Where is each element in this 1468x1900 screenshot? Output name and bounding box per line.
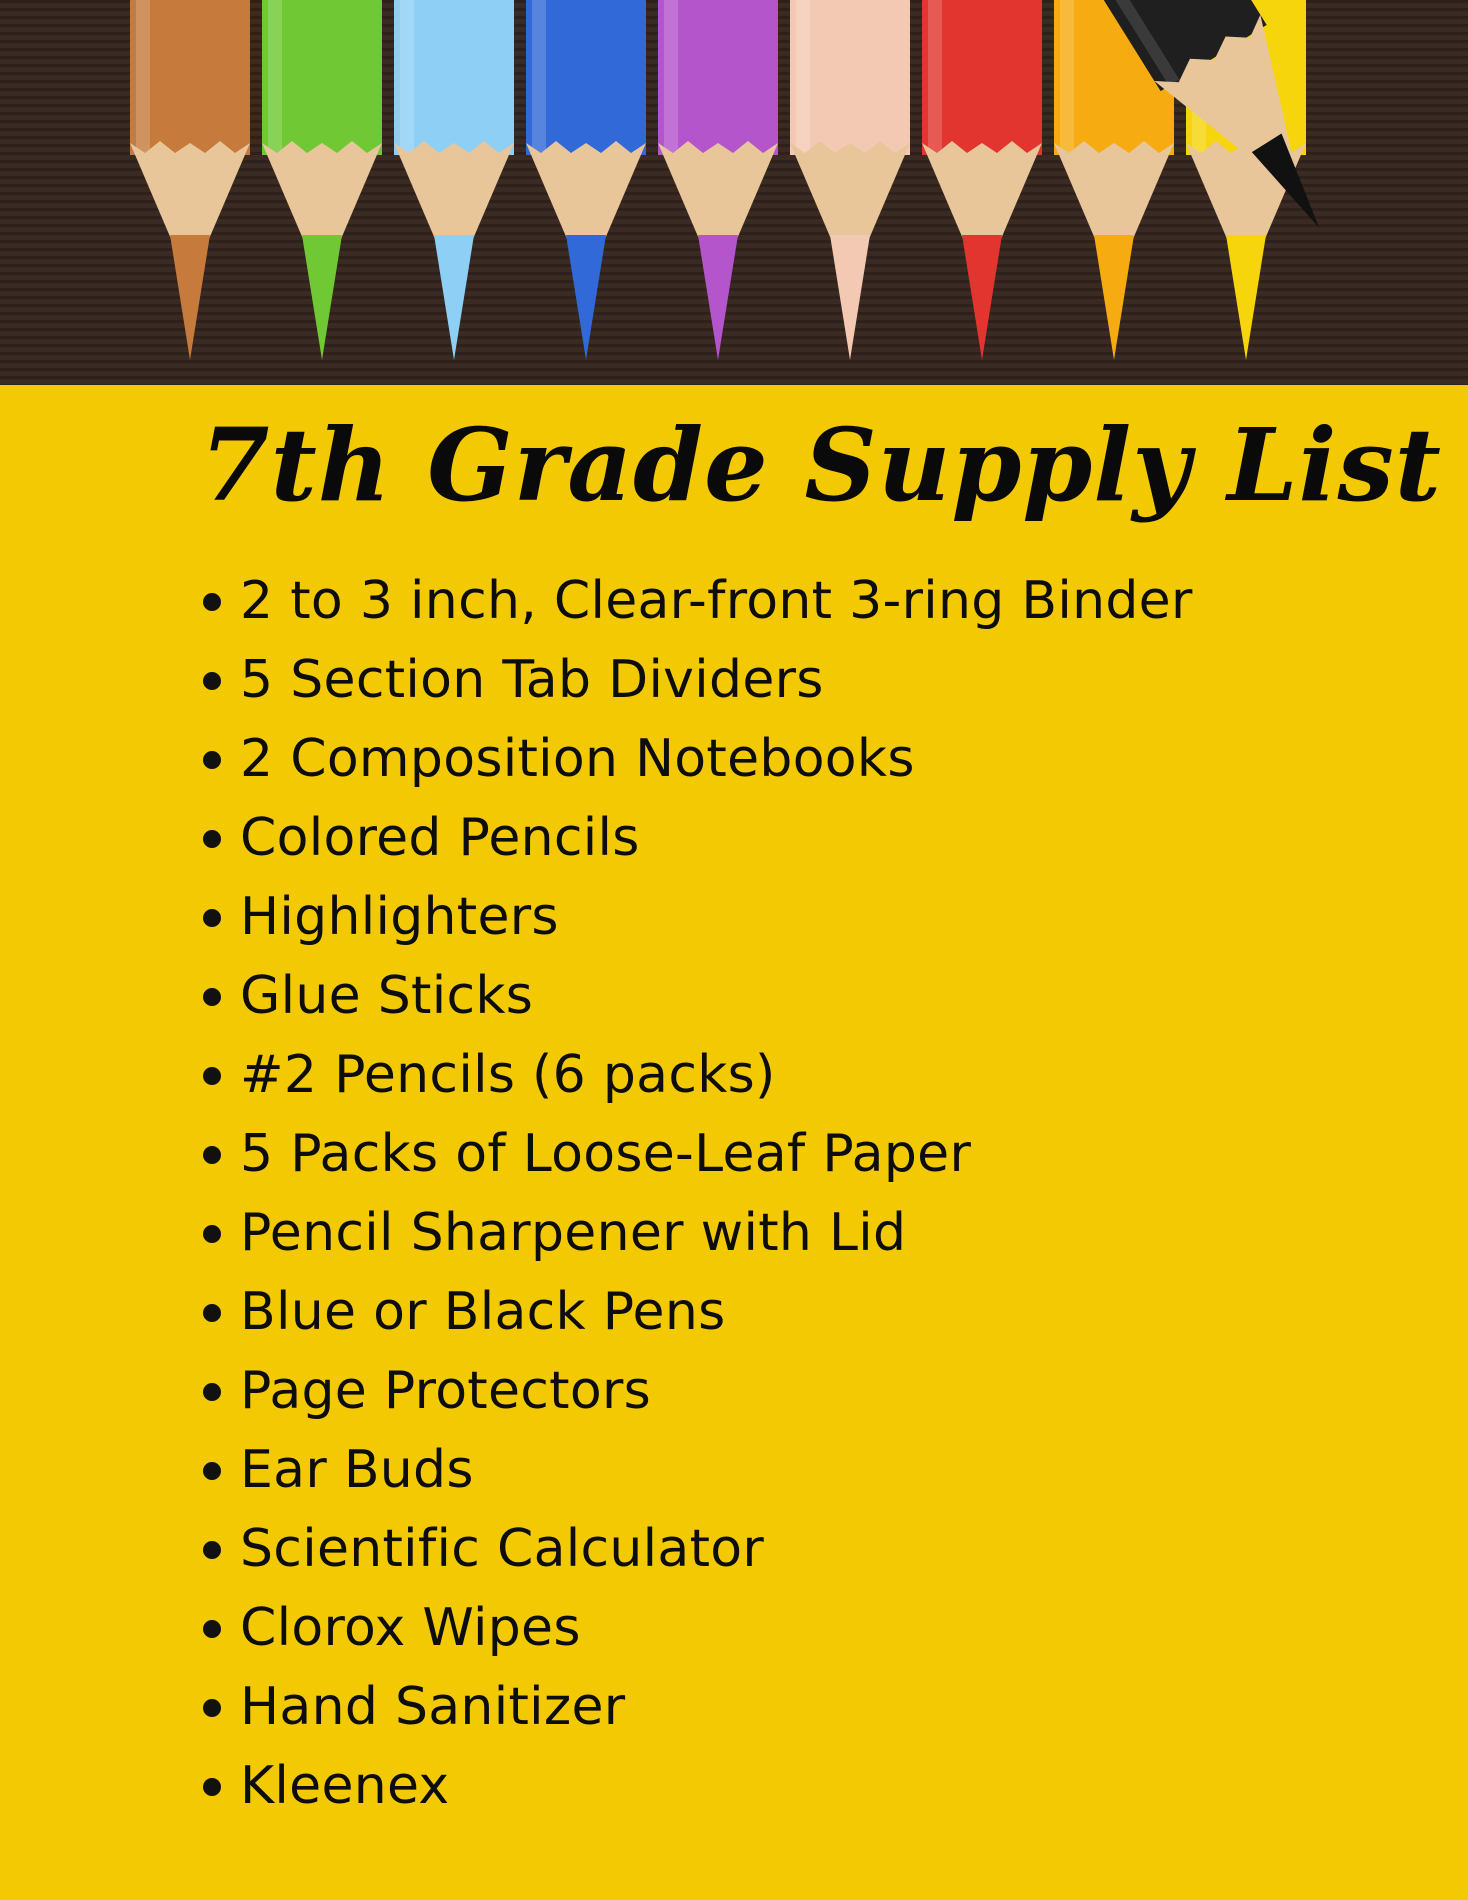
bullet-icon — [203, 1225, 221, 1243]
supply-item-text: Kleenex — [240, 1756, 450, 1816]
bullet-icon — [203, 1541, 221, 1559]
list-item — [195, 1510, 1415, 1589]
list-item — [195, 1352, 1415, 1431]
bullet-icon — [203, 1383, 221, 1401]
page-title: 7th Grade Supply List — [200, 406, 1442, 524]
list-item — [195, 1273, 1415, 1352]
list-item — [195, 1589, 1415, 1668]
supply-item-text: 2 Composition Notebooks — [240, 729, 915, 789]
supply-item-text: #2 Pencils (6 packs) — [240, 1045, 776, 1105]
colored-pencils-image — [0, 0, 1468, 385]
list-item — [195, 1431, 1415, 1510]
bullet-icon — [203, 1778, 221, 1796]
supply-item-text: 5 Packs of Loose-Leaf Paper — [240, 1124, 972, 1184]
list-item — [195, 878, 1415, 957]
list-item — [195, 1668, 1415, 1747]
list-item — [195, 957, 1415, 1036]
bullet-icon — [203, 593, 221, 611]
list-item — [195, 641, 1415, 720]
list-item — [195, 1194, 1415, 1273]
bullet-icon — [203, 672, 221, 690]
list-item — [195, 720, 1415, 799]
bullet-icon — [203, 1620, 221, 1638]
supply-item-text: Highlighters — [240, 887, 559, 947]
bullet-icon — [203, 988, 221, 1006]
header-photo — [0, 0, 1468, 385]
supply-item-text: Colored Pencils — [240, 808, 640, 868]
supply-item-text: Page Protectors — [240, 1361, 652, 1421]
supply-item-text: Glue Sticks — [240, 966, 534, 1026]
supply-item-text: Pencil Sharpener with Lid — [240, 1203, 907, 1263]
bullet-icon — [203, 1304, 221, 1322]
bullet-icon — [203, 1146, 221, 1164]
supply-item-text: Scientific Calculator — [240, 1519, 765, 1579]
supply-item-text: Blue or Black Pens — [240, 1282, 726, 1342]
list-item — [195, 1115, 1415, 1194]
supply-list — [195, 562, 1415, 1826]
supply-item-text: Ear Buds — [240, 1440, 474, 1500]
supply-item-text: Clorox Wipes — [240, 1598, 581, 1658]
list-item — [195, 562, 1415, 641]
bullet-icon — [203, 751, 221, 769]
list-item — [195, 799, 1415, 878]
supply-item-text: Hand Sanitizer — [240, 1677, 626, 1737]
bullet-icon — [203, 909, 221, 927]
bullet-icon — [203, 830, 221, 848]
bullet-icon — [203, 1067, 221, 1085]
supply-item-text: 2 to 3 inch, Clear-front 3-ring Binder — [240, 571, 1193, 631]
list-item — [195, 1036, 1415, 1115]
bullet-icon — [203, 1462, 221, 1480]
supply-item-text: 5 Section Tab Dividers — [240, 650, 824, 710]
list-item — [195, 1747, 1415, 1826]
bullet-icon — [203, 1699, 221, 1717]
